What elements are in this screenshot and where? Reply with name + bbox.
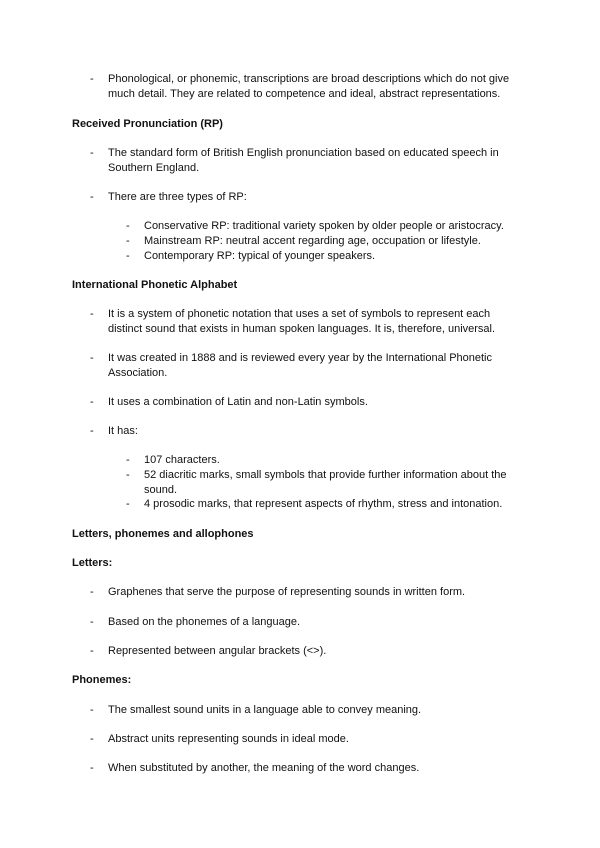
- bullet-item: [90, 351, 520, 380]
- bullet-dash: -: [126, 454, 130, 466]
- bullet-text: Graphenes that serve the purpose of representing sounds in written form.: [108, 586, 466, 598]
- bullet-dash: -: [90, 147, 94, 159]
- bullet-item: [90, 703, 520, 718]
- bullet-item: [90, 615, 520, 630]
- sub-bullet-text: Mainstream RP: neutral accent regarding age, occupation or lifestyle.: [144, 235, 481, 247]
- bullet-item: [90, 732, 520, 747]
- bullet-item: [90, 761, 520, 776]
- bullet-item: [90, 424, 520, 439]
- bullet-dash: -: [126, 220, 130, 232]
- bullet-dash: -: [90, 308, 94, 320]
- sub-bullet-text: 4 prosodic marks, that represent aspects of rhythm, stress and intonation.: [144, 498, 503, 510]
- section-heading-letters: Letters:: [72, 557, 113, 569]
- bullet-item: [90, 72, 520, 101]
- bullet-text: It uses a combination of Latin and non-Latin symbols.: [108, 396, 368, 408]
- bullet-text: It has:: [108, 425, 138, 437]
- bullet-item: [90, 585, 520, 600]
- sub-bullet-text: 107 characters.: [144, 454, 220, 466]
- section-heading-phonemes: Phonemes:: [72, 674, 132, 686]
- section-heading-lpa: Letters, phonemes and allophones: [72, 528, 254, 540]
- bullet-dash: -: [126, 250, 130, 262]
- bullet-dash: -: [90, 586, 94, 598]
- bullet-item: [90, 644, 520, 659]
- section-heading-ipa: International Phonetic Alphabet: [72, 279, 238, 291]
- bullet-dash: -: [90, 704, 94, 716]
- bullet-item: [90, 307, 520, 336]
- sub-bullet-item: [126, 249, 526, 264]
- bullet-text: Phonological, or phonemic, transcriptions are broad descriptions which do not give much detail. They are related to competence and ideal, abstract representations.: [108, 73, 510, 100]
- bullet-text: It is a system of phonetic notation that uses a set of symbols to represent each distinct sound that exists in human spoken languages. It is, therefore, universal.: [108, 308, 496, 335]
- bullet-dash: -: [126, 498, 130, 510]
- bullet-dash: -: [90, 73, 94, 85]
- bullet-text: It was created in 1888 and is reviewed every year by the International Phonetic Association.: [108, 352, 493, 379]
- bullet-dash: -: [90, 425, 94, 437]
- sub-bullet-text: Contemporary RP: typical of younger speakers.: [144, 250, 376, 262]
- bullet-dash: -: [126, 469, 130, 481]
- bullet-dash: -: [90, 645, 94, 657]
- sub-bullet-text: Conservative RP: traditional variety spoken by older people or aristocracy.: [144, 220, 504, 232]
- sub-bullet-item: [126, 468, 526, 497]
- bullet-item: [90, 146, 520, 175]
- bullet-item: [90, 190, 520, 205]
- section-heading-rp: Received Pronunciation (RP): [72, 118, 223, 130]
- bullet-dash: -: [90, 762, 94, 774]
- bullet-text: Represented between angular brackets (<>).: [108, 645, 327, 657]
- bullet-dash: -: [90, 191, 94, 203]
- bullet-text: The smallest sound units in a language able to convey meaning.: [108, 704, 422, 716]
- bullet-dash: -: [90, 616, 94, 628]
- bullet-text: There are three types of RP:: [108, 191, 247, 203]
- sub-bullet-text: 52 diacritic marks, small symbols that provide further information about the sound.: [144, 469, 507, 496]
- bullet-dash: -: [90, 733, 94, 745]
- bullet-dash: -: [90, 396, 94, 408]
- sub-bullet-item: [126, 234, 526, 249]
- bullet-text: Based on the phonemes of a language.: [108, 616, 301, 628]
- sub-bullet-item: [126, 219, 526, 234]
- bullet-text: Abstract units representing sounds in ideal mode.: [108, 733, 349, 745]
- bullet-dash: -: [126, 235, 130, 247]
- bullet-dash: -: [90, 352, 94, 364]
- bullet-item: [90, 395, 520, 410]
- bullet-text: When substituted by another, the meaning of the word changes.: [108, 762, 420, 774]
- sub-bullet-item: [126, 453, 526, 468]
- bullet-text: The standard form of British English pronunciation based on educated speech in Southern England.: [108, 147, 499, 174]
- sub-bullet-item: [126, 497, 526, 512]
